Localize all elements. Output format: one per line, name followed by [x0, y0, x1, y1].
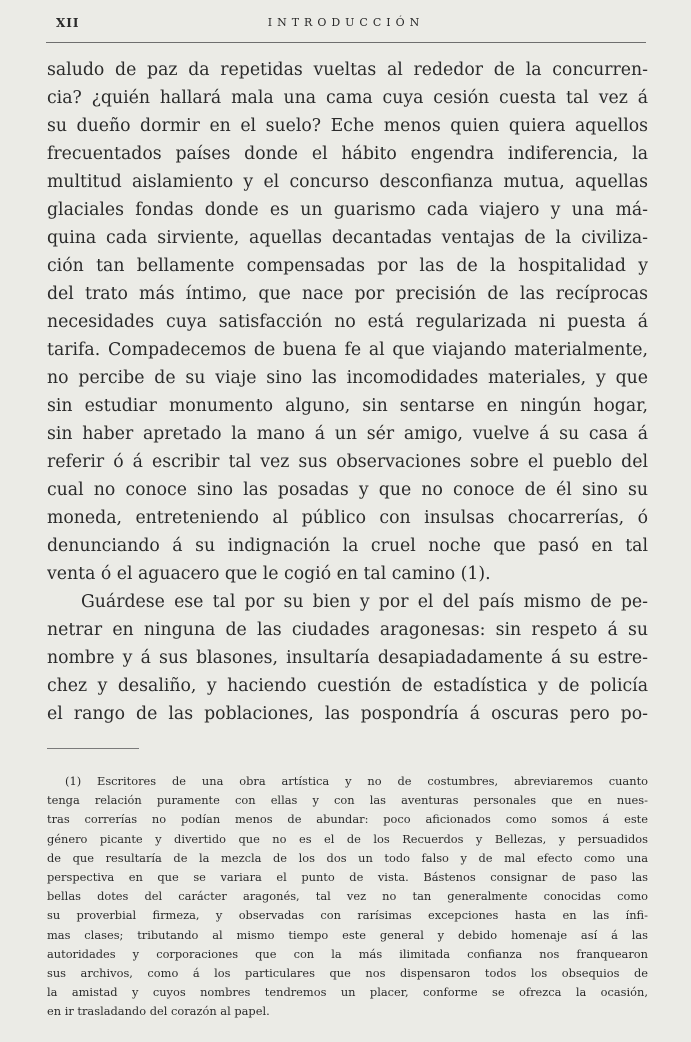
text-line: Guárdese ese tal por su bien y por el del país mismo de pe- [81, 592, 648, 612]
page-header [46, 12, 646, 34]
footnote-rule [47, 748, 139, 749]
footnote-line: en ir trasladando del corazón al papel. [47, 1004, 270, 1019]
text-line: nombre y á sus blasones, insultaría desapiadadamente á su estre- [47, 648, 648, 668]
text-line: cia? ¿quién hallará mala una cama cuya cesión cuesta tal vez á [47, 88, 648, 108]
footnote-line: tenga relación puramente con ellas y con las aventuras personales que en nues- [47, 793, 648, 808]
text-line: su dueño dormir en el suelo? Eche menos quien quiera aquellos [47, 116, 648, 136]
footnote-line: la amistad y cuyos nombres tendremos un placer, conforme se ofrezca la ocasión, [47, 985, 648, 1000]
text-line: glaciales fondas donde es un guarismo cada viajero y una má- [47, 200, 648, 220]
text-line: tarifa. Compadecemos de buena fe al que viajando materialmente, [47, 340, 648, 360]
text-line: el rango de las poblaciones, las pospondría á oscuras pero po- [47, 704, 648, 724]
footnote-line: su proverbial firmeza, y observadas con rarísimas excepciones hasta en las ínfi- [47, 908, 648, 923]
text-line: sin estudiar monumento alguno, sin sentarse en ningún hogar, [47, 396, 648, 416]
text-line: chez y desaliño, y haciendo cuestión de estadística y de policía [47, 676, 648, 696]
text-line: multitud aislamiento y el concurso desconfianza mutua, aquellas [47, 172, 648, 192]
text-line: denunciando á su indignación la cruel noche que pasó en tal [47, 536, 648, 556]
text-line: cual no conoce sino las posadas y que no conoce de él sino su [47, 480, 648, 500]
text-line: saludo de paz da repetidas vueltas al rededor de la concurren- [47, 60, 648, 80]
text-line: frecuentados países donde el hábito engendra indiferencia, la [47, 144, 648, 164]
footnote-line: género picante y divertido que no es el de los Recuerdos y Bellezas, y persuadidos [47, 831, 648, 846]
text-line: moneda, entreteniendo al público con insulsas chocarrerías, ó [47, 508, 648, 528]
footnote-line: autoridades y corporaciones que con la más ilimitada confianza nos franquearon [47, 946, 648, 961]
footnote-line: tras correrías no podían menos de abundar: poco aficionados como somos á este [47, 812, 648, 827]
text-line: del trato más íntimo, que nace por precisión de las recíprocas [47, 284, 648, 304]
text-line: necesidades cuya satisfacción no está regularizada ni puesta á [47, 312, 648, 332]
main-text [47, 56, 648, 728]
text-line: venta ó el aguacero que le cogió en tal camino (1). [47, 564, 491, 584]
footnote-line: perspectiva en que se variara el punto de vista. Bástenos consignar de paso las [47, 869, 648, 884]
footnote-line: de que resultaría de la mezcla de los dos un todo falso y de mal efecto como una [47, 850, 648, 865]
footnote-line: sus archivos, como á los particulares que nos dispensaron todos los obsequios de [47, 965, 648, 980]
running-head: INTRODUCCIÓN [267, 16, 425, 29]
text-line: no percibe de su viaje sino las incomodidades materiales, y que [47, 368, 648, 388]
text-line: referir ó á escribir tal vez sus observaciones sobre el pueblo del [47, 452, 648, 472]
text-line: sin haber apretado la mano á un sér amigo, vuelve á su casa á [47, 424, 648, 444]
text-line: netrar en ninguna de las ciudades aragonesas: sin respeto á su [47, 620, 648, 640]
page-number: XII [56, 16, 80, 30]
footnote [47, 772, 648, 1021]
header-rule [46, 42, 646, 43]
footnote-line: bellas dotes del carácter aragonés, tal vez no tan generalmente conocidas como [47, 889, 648, 904]
text-line: ción tan bellamente compensadas por las de la hospitalidad y [47, 256, 648, 276]
text-line: quina cada sirviente, aquellas decantadas ventajas de la civiliza- [47, 228, 648, 248]
footnote-line: mas clases; tributando al mismo tiempo este general y debido homenaje así á las [47, 927, 648, 942]
footnote-line: (1) Escritores de una obra artística y no de costumbres, abreviaremos cuanto [65, 774, 648, 788]
